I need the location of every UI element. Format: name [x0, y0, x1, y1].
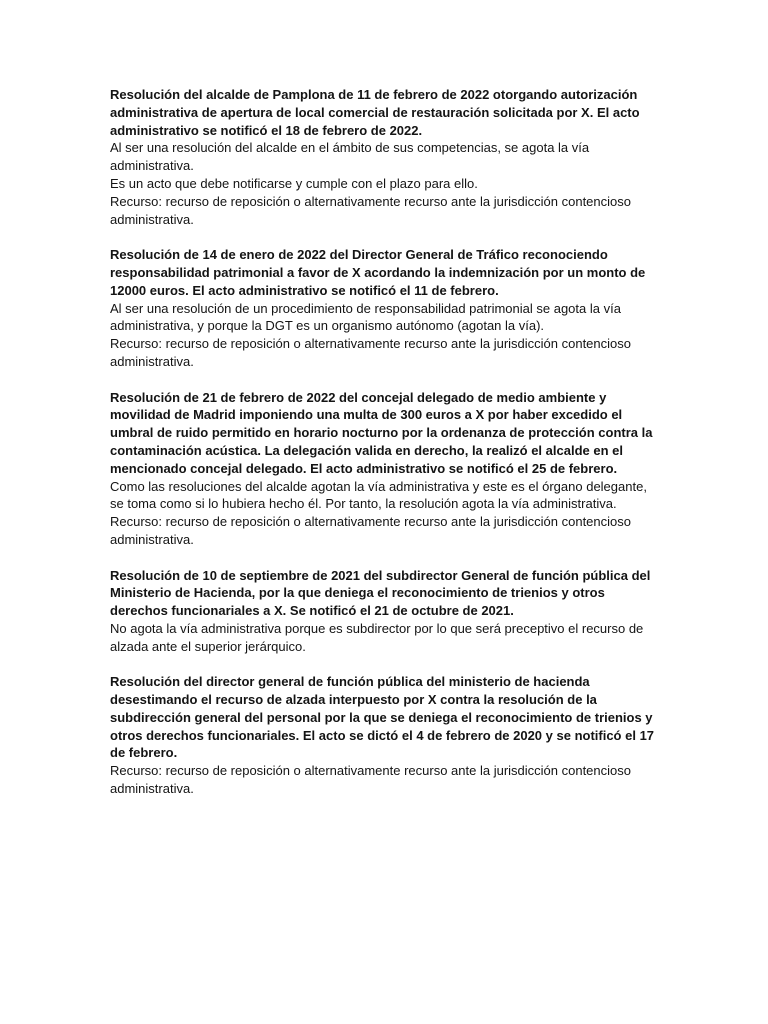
section-heading: Resolución del alcalde de Pamplona de 11 de febrero de 2022 otorgando autorización administrativa de apertura de local comercial de restauración solicitada por X. El acto administrativo se notificó el 18 de febrero de 2022.: [110, 87, 640, 138]
section-2: [110, 246, 658, 371]
section-paragraph: Como las resoluciones del alcalde agotan la vía administrativa y este es el órgano delegante, se toma como si lo hubiera hecho él. Por tanto, la resolución agota la vía administrativa.: [110, 478, 647, 512]
section-paragraph: Recurso: recurso de reposición o alternativamente recurso ante la jurisdicción contencioso administrativa.: [110, 336, 631, 369]
section-paragraph: Recurso: recurso de reposición o alternativamente recurso ante la jurisdicción contencioso administrativa.: [110, 193, 631, 227]
section-5: [110, 673, 658, 798]
section-heading: Resolución de 21 de febrero de 2022 del concejal delegado de medio ambiente y movilidad de Madrid imponiendo una multa de 300 euros a X por haber excedido el umbral de ruido permitido en horario nocturno por la ordenanza de protección contra la contaminación acústica. La delegación valida en derecho, la realizó el alcalde en el mencionado concejal delegado. El acto administrativo se notificó el 25 de febrero.: [110, 389, 653, 476]
section-paragraph: Recurso: recurso de reposición o alternativamente recurso ante la jurisdicción contencioso administrativa.: [110, 763, 631, 797]
section-paragraph: No agota la vía administrativa porque es subdirector por lo que será preceptivo el recurso de alzada ante el superior jerárquico.: [110, 620, 644, 654]
section-heading: Resolución del director general de función pública del ministerio de hacienda desestimando el recurso de alzada interpuesto por X contra la resolución de la subdirección general del personal por la que se deniega el reconocimiento de trienios y otros derechos funcionariales. El acto se dictó el 4 de febrero de 2020 y se notificó el 17 de febrero.: [110, 674, 655, 761]
document-page: [110, 86, 658, 816]
section-paragraph: Al ser una resolución de un procedimiento de responsabilidad patrimonial se agota la vía administrativa, y porque la DGT es un organismo autónomo (agotan la vía).: [110, 300, 621, 334]
section-heading: Resolución de 10 de septiembre de 2021 del subdirector General de función pública del Ministerio de Hacienda, por la que deniega el reconocimiento de trienios y otros derechos funcionariales a X. Se notificó el 21 de octubre de 2021.: [110, 567, 651, 619]
section-paragraph: Recurso: recurso de reposición o alternativamente recurso ante la jurisdicción contencioso administrativa.: [110, 514, 631, 547]
section-3: [110, 389, 658, 549]
section-1: [110, 86, 658, 228]
section-4: [110, 567, 658, 656]
section-paragraph: Al ser una resolución del alcalde en el ámbito de sus competencias, se agota la vía administrativa.: [110, 140, 590, 174]
section-paragraph: Es un acto que debe notificarse y cumple con el plazo para ello.: [110, 175, 478, 191]
section-heading: Resolución de 14 de enero de 2022 del Director General de Tráfico reconociendo responsabilidad patrimonial a favor de X acordando la indemnización por un monto de 12000 euros. El acto administrativo se notificó el 11 de febrero.: [110, 247, 646, 298]
